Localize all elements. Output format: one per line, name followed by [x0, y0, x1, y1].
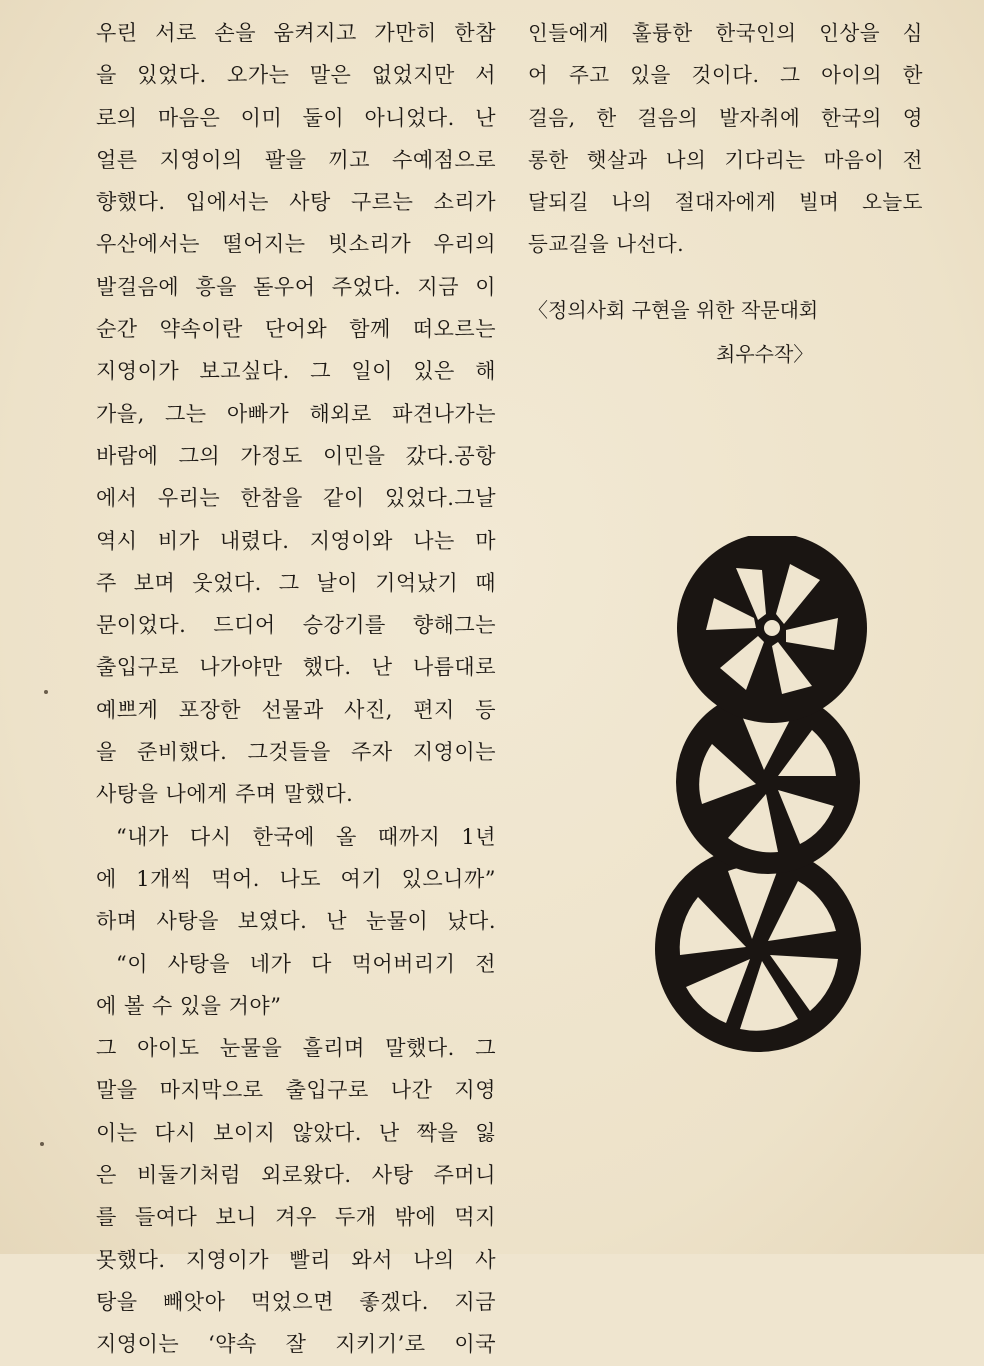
text-line: 못했다. 지영이가 빨리 와서 나의 사 [96, 1247, 496, 1272]
text-line: 예쁘게 포장한 선물과 사진, 편지 등 [96, 697, 496, 722]
text-line: 달되길 나의 절대자에게 빌며 오늘도 [528, 190, 923, 215]
text-line: 우산에서는 떨어지는 빗소리가 우리의 [96, 232, 496, 257]
text-line: 에서 우리는 한참을 같이 있었다.그날 [96, 486, 496, 511]
text-line: 문이었다. 드디어 승강기를 향해그는 [96, 613, 496, 638]
text-line: 주 보며 웃었다. 그 날이 기억났기 때 [96, 570, 496, 595]
print-speck [40, 1142, 44, 1146]
dialogue-line: “이 사탕을 네가 다 먹어버리기 전 [116, 951, 496, 976]
text-line: 역시 비가 내렸다. 지영이와 나는 마 [96, 528, 496, 553]
text-line: 이는 다시 보이지 않았다. 난 짝을 잃 [96, 1120, 496, 1145]
text-line: 등교길을 나선다. [528, 232, 685, 257]
text-line: 그 아이도 눈물을 흘리며 말했다. 그 [96, 1036, 496, 1061]
text-line: 발걸음에 흥을 돋우어 주었다. 지금 이 [96, 274, 496, 299]
award-caption [528, 288, 908, 376]
text-line: 을 준비했다. 그것들을 주자 지영이는 [96, 740, 496, 765]
dialogue-line: 에 1개씩 먹어. 나도 여기 있으니까” [96, 866, 496, 891]
text-line: 로의 마음은 이미 둘이 아니었다. 난 [96, 105, 496, 130]
text-line: 향했다. 입에서는 사탕 구르는 소리가 [96, 190, 496, 215]
text-line: 지영이가 보고싶다. 그 일이 있은 해 [96, 359, 496, 384]
wheel-bottom [655, 846, 861, 1052]
text-line: 출입구로 나가야만 했다. 난 나름대로 [96, 655, 496, 680]
text-line: 지영이는 ‘약속 잘 지키기’로 이국 [96, 1332, 496, 1357]
text-line: 를 들여다 보니 겨우 두개 밖에 먹지 [96, 1205, 496, 1230]
text-line: 은 비둘기처럼 외로왔다. 사탕 주머니 [96, 1163, 496, 1188]
text-line: 얼른 지영이의 팔을 끼고 수예점으로 [96, 147, 496, 172]
text-line: 말을 마지막으로 출입구로 나간 지영 [96, 1078, 496, 1103]
text-line: 롱한 햇살과 나의 기다리는 마음이 전 [528, 147, 923, 172]
text-line: 탕을 빼앗아 먹었으면 좋겠다. 지금 [96, 1289, 496, 1314]
wheel-top [677, 536, 867, 723]
three-wheels-woodcut-icon [650, 536, 880, 1056]
print-speck [44, 690, 48, 694]
left-text-column [96, 12, 496, 1366]
dialogue-line: “내가 다시 한국에 올 때까지 1년 [116, 824, 496, 849]
text-line: 우린 서로 손을 움켜지고 가만히 한참 [96, 21, 496, 45]
right-text-column [528, 12, 923, 266]
dialogue-line: 에 볼 수 있을 거야” [96, 993, 282, 1018]
text-line: 사탕을 나에게 주며 말했다. [96, 782, 354, 807]
text-line: 을 있었다. 오가는 말은 없었지만 서 [96, 63, 496, 88]
caption-line-contest: 〈정의사회 구현을 위한 작문대회 [528, 298, 819, 322]
text-line: 바람에 그의 가정도 이민을 갔다.공항 [96, 443, 496, 468]
caption-line-award: 최우수작〉 [716, 342, 814, 366]
text-line: 어 주고 있을 것이다. 그 아이의 한 [528, 63, 923, 88]
text-line: 인들에게 훌륭한 한국인의 인상을 심 [528, 21, 923, 45]
text-line: 걸음, 한 걸음의 발자취에 한국의 영 [528, 105, 923, 130]
text-line: 가을, 그는 아빠가 해외로 파견나가는 [96, 401, 496, 426]
text-line: 하며 사탕을 보였다. 난 눈물이 났다. [96, 909, 496, 934]
text-line: 순간 약속이란 단어와 함께 떠오르는 [96, 317, 496, 342]
